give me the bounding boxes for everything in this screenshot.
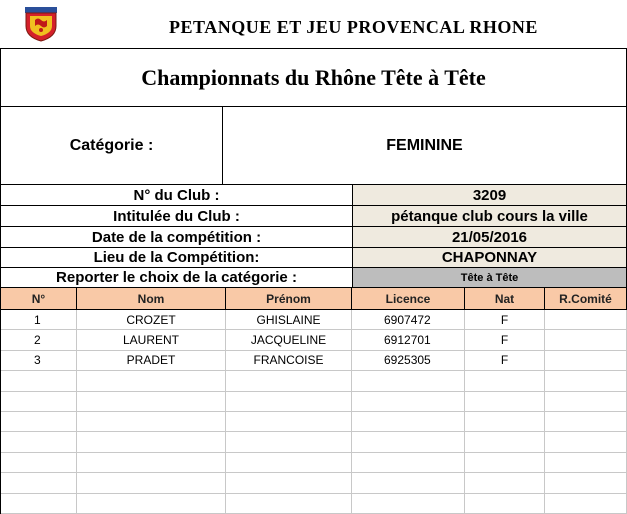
cell-number[interactable]: 3 (1, 351, 77, 371)
cell-nat[interactable]: F (465, 351, 545, 371)
category-value[interactable]: FEMININE (223, 107, 627, 185)
cell-licence[interactable] (352, 432, 465, 452)
cell-number[interactable]: 2 (1, 330, 77, 350)
category-choice-label: Reporter le choix de la catégorie : (1, 268, 353, 288)
cell-prenom[interactable] (226, 494, 352, 514)
col-header-nat: Nat (465, 288, 545, 310)
cell-rcomite[interactable] (545, 330, 627, 350)
cell-licence[interactable]: 6907472 (352, 310, 465, 330)
cell-prenom[interactable]: GHISLAINE (226, 310, 352, 330)
cell-nom[interactable] (77, 412, 226, 432)
cell-rcomite[interactable] (545, 473, 627, 493)
cell-nat[interactable] (465, 473, 545, 493)
col-header-rcomite: R.Comité (545, 288, 627, 310)
col-header-prenom: Prénom (226, 288, 352, 310)
cell-prenom[interactable]: JACQUELINE (226, 330, 352, 350)
cell-nom[interactable] (77, 432, 226, 452)
cell-licence[interactable]: 6912701 (352, 330, 465, 350)
cell-number[interactable] (1, 432, 77, 452)
cell-nom[interactable]: PRADET (77, 351, 226, 371)
cell-prenom[interactable] (226, 432, 352, 452)
cell-licence[interactable] (352, 473, 465, 493)
col-header-licence: Licence (352, 288, 465, 310)
cell-prenom[interactable] (226, 453, 352, 473)
cell-nat[interactable] (465, 453, 545, 473)
cell-nom[interactable] (77, 371, 226, 391)
cell-nat[interactable] (465, 432, 545, 452)
col-header-nom: Nom (77, 288, 226, 310)
club-name-value[interactable]: pétanque club cours la ville (353, 206, 627, 227)
cell-licence[interactable]: 6925305 (352, 351, 465, 371)
club-number-value[interactable]: 3209 (353, 185, 627, 206)
cell-prenom[interactable] (226, 473, 352, 493)
cell-licence[interactable] (352, 494, 465, 514)
category-choice-select[interactable]: Tête à Tête (353, 268, 627, 288)
competition-place-label: Lieu de la Compétition: (1, 248, 353, 268)
cell-licence[interactable] (352, 371, 465, 391)
cell-licence[interactable] (352, 412, 465, 432)
federation-title: PETANQUE ET JEU PROVENCAL RHONE (169, 16, 538, 37)
cell-number[interactable]: 1 (1, 310, 77, 330)
cell-prenom[interactable] (226, 392, 352, 412)
cell-licence[interactable] (352, 392, 465, 412)
col-header-number: N° (1, 288, 77, 310)
cell-rcomite[interactable] (545, 371, 627, 391)
cell-rcomite[interactable] (545, 494, 627, 514)
cell-number[interactable] (1, 473, 77, 493)
competition-date-label: Date de la compétition : (1, 227, 353, 248)
cell-nom[interactable] (77, 494, 226, 514)
cell-number[interactable] (1, 371, 77, 391)
club-number-label: N° du Club : (1, 185, 353, 206)
cell-nom[interactable]: LAURENT (77, 330, 226, 350)
cell-rcomite[interactable] (545, 453, 627, 473)
cell-nom[interactable] (77, 392, 226, 412)
cell-number[interactable] (1, 494, 77, 514)
category-label: Catégorie : (1, 107, 223, 185)
cell-rcomite[interactable] (545, 432, 627, 452)
cell-licence[interactable] (352, 453, 465, 473)
cell-prenom[interactable]: FRANCOISE (226, 351, 352, 371)
cell-nat[interactable]: F (465, 310, 545, 330)
cell-number[interactable] (1, 392, 77, 412)
club-name-label: Intitulée du Club : (1, 206, 353, 227)
cell-nat[interactable] (465, 392, 545, 412)
competition-date-value[interactable]: 21/05/2016 (353, 227, 627, 248)
cell-nat[interactable] (465, 371, 545, 391)
cell-nom[interactable] (77, 473, 226, 493)
cell-nat[interactable] (465, 494, 545, 514)
competition-place-value[interactable]: CHAPONNAY (353, 248, 627, 268)
cell-number[interactable] (1, 412, 77, 432)
cell-rcomite[interactable] (545, 392, 627, 412)
cell-nom[interactable]: CROZET (77, 310, 226, 330)
cell-nom[interactable] (77, 453, 226, 473)
cell-rcomite[interactable] (545, 351, 627, 371)
cell-rcomite[interactable] (545, 310, 627, 330)
cell-prenom[interactable] (226, 371, 352, 391)
championship-title: Championnats du Rhône Tête à Tête (1, 49, 627, 107)
cell-number[interactable] (1, 453, 77, 473)
cell-prenom[interactable] (226, 412, 352, 432)
cell-rcomite[interactable] (545, 412, 627, 432)
competition-form (0, 48, 627, 514)
cell-nat[interactable] (465, 412, 545, 432)
cell-nat[interactable]: F (465, 330, 545, 350)
